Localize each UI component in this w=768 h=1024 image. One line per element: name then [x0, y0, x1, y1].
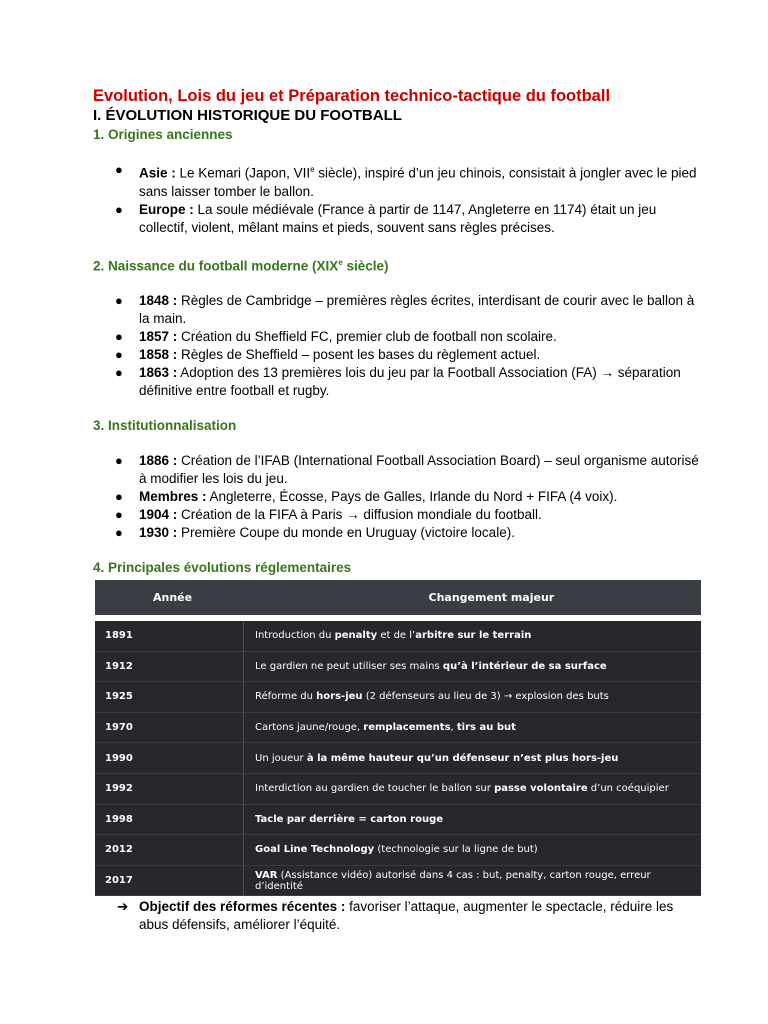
subsection-heading-origines: 1. Origines anciennes	[93, 127, 233, 142]
table-row	[95, 618, 701, 651]
objective-note: ➔ Objectif des réformes récentes : favoriser l’attaque, augmenter le spectacle, réduire les abus défensifs, améliorer l’équité.	[117, 899, 674, 933]
list-item: ● 1886 : Création de l’IFAB (International Football Association Board) – seul organisme autorisé à modifier les lois du jeu.	[115, 453, 699, 486]
table-row	[95, 651, 701, 682]
list-item: ● 1858 : Règles de Sheffield – posent les bases du règlement actuel.	[115, 347, 541, 362]
year-cell: 1912	[95, 651, 244, 682]
document-title: Evolution, Lois du jeu et Préparation technico-tactique du football	[93, 87, 611, 105]
table-row	[95, 712, 701, 743]
table-row	[95, 865, 701, 896]
column-header-year: Année	[95, 580, 244, 618]
change-cell: Le gardien ne peut utiliser ses mains qu’à l’intérieur de sa surface	[244, 651, 702, 682]
list-item: ● 1848 : Règles de Cambridge – premières règles écrites, interdisant de courir avec le ballon à la main.	[115, 293, 695, 326]
change-cell: Réforme du hors-jeu (2 défenseurs au lieu de 3) → explosion des buts	[244, 682, 702, 713]
subsection-heading-naissance: 2. Naissance du football moderne (XIXe siècle)	[93, 257, 389, 273]
change-cell: Tacle par derrière = carton rouge	[244, 804, 702, 835]
year-cell: 2012	[95, 835, 244, 866]
year-cell: 1998	[95, 804, 244, 835]
table-row	[95, 743, 701, 774]
table-row	[95, 804, 701, 835]
year-cell: 1925	[95, 682, 244, 713]
change-cell: VAR (Assistance vidéo) autorisé dans 4 cas : but, penalty, carton rouge, erreur d’identité	[244, 865, 702, 896]
list-item: ● Europe : La soule médiévale (France à partir de 1147, Angleterre en 1174) était un jeu collectif, violent, mêlant mains et pieds, souvent sans règles précises.	[115, 201, 657, 235]
section-heading-evolution: I. ÉVOLUTION HISTORIQUE DU FOOTBALL	[93, 107, 402, 124]
list-item: ● 1863 : Adoption des 13 premières lois du jeu par la Football Association (FA) → séparation définitive entre football et rugby.	[115, 365, 681, 398]
table-row	[95, 682, 701, 713]
year-cell: 2017	[95, 865, 244, 896]
year-cell: 1970	[95, 712, 244, 743]
change-cell: Interdiction au gardien de toucher le ballon sur passe volontaire d’un coéquipier	[244, 773, 702, 804]
change-cell: Introduction du penalty et de l’arbitre sur le terrain	[244, 618, 702, 651]
document-page	[93, 86, 703, 934]
change-cell: Un joueur à la même hauteur qu’un défenseur n’est plus hors-jeu	[244, 743, 702, 774]
subsection-heading-institutionnalisation: 3. Institutionnalisation	[93, 418, 237, 433]
evolutions-table	[95, 580, 701, 896]
list-item: ● Membres : Angleterre, Écosse, Pays de Galles, Irlande du Nord + FIFA (4 voix).	[115, 489, 618, 504]
table-row	[95, 773, 701, 804]
year-cell: 1891	[95, 618, 244, 651]
change-cell: Cartons jaune/rouge, remplacements, tirs au but	[244, 712, 702, 743]
list-item: ● Asie : Le Kemari (Japon, VIIe siècle), inspiré d’un jeu chinois, consistait à jongler avec le pied sans laisser tomber le ballon.	[115, 162, 697, 199]
year-cell: 1990	[95, 743, 244, 774]
list-item: ● 1904 : Création de la FIFA à Paris → diffusion mondiale du football.	[115, 507, 542, 522]
table-row	[95, 835, 701, 866]
origines-list	[93, 161, 703, 237]
institution-list	[93, 452, 703, 542]
arrow-right-icon: ➔	[117, 899, 129, 915]
naissance-list	[93, 292, 703, 400]
list-item: ● 1930 : Première Coupe du monde en Uruguay (victoire locale).	[115, 525, 515, 540]
list-item: ● 1857 : Création du Sheffield FC, premier club de football non scolaire.	[115, 329, 557, 344]
column-header-change: Changement majeur	[244, 580, 702, 618]
year-cell: 1992	[95, 773, 244, 804]
subsection-heading-evolutions: 4. Principales évolutions réglementaires	[93, 560, 352, 575]
change-cell: Goal Line Technology (technologie sur la ligne de but)	[244, 835, 702, 866]
